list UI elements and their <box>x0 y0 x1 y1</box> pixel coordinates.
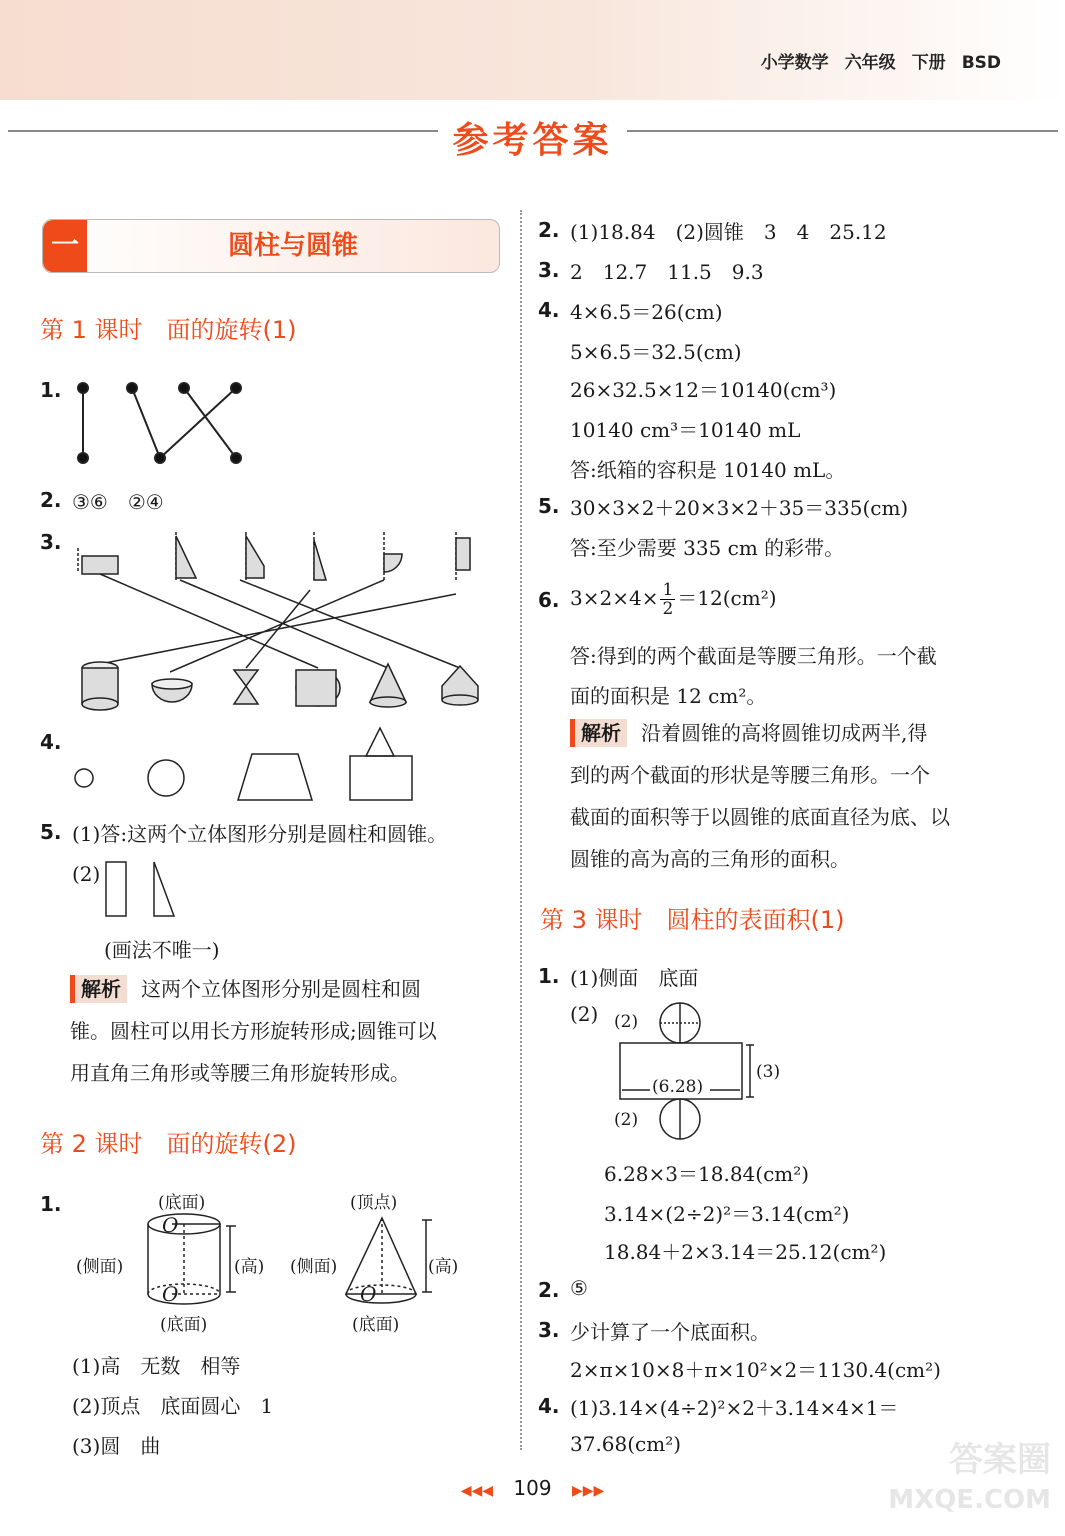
l2-q5-line1: 30×3×2＋20×3×2＋35＝335(cm) <box>570 496 909 520</box>
grade: 六年级 <box>844 53 896 73</box>
l2-q3-number: 3. <box>538 258 560 282</box>
l2-q1-a3: (3)圆 曲 <box>72 1434 161 1458</box>
l1-q4-number: 4. <box>40 730 62 754</box>
l1-q3-number: 3. <box>40 530 62 554</box>
l2-q1-number: 1. <box>40 1192 62 1216</box>
cyl-bottom-center: O <box>162 1282 179 1306</box>
cyl-height-label: (高) <box>234 1257 265 1277</box>
analysis-line: 用直角三角形或等腰三角形旋转形成。 <box>70 1061 410 1085</box>
l2-q4-number: 4. <box>538 298 560 322</box>
net-height: (3) <box>756 1062 781 1082</box>
next-arrows-icon: ▶▶▶ <box>571 1483 605 1499</box>
l3-q3-line1: 少计算了一个底面积。 <box>570 1320 770 1344</box>
l2-q6-line2: 答:得到的两个截面是等腰三角形。一个截 <box>570 644 937 668</box>
analysis-line: 锥。圆柱可以用长方形旋转形成;圆锥可以 <box>70 1019 437 1043</box>
analysis-tag: 解析 <box>70 975 127 1003</box>
cone-side-label: (侧面) <box>290 1257 338 1277</box>
l2-q2-number: 2. <box>538 218 560 242</box>
watermark-line: MXQE.COM <box>888 1485 1051 1515</box>
l3-q2-number: 2. <box>538 1278 560 1302</box>
l1-q1-number: 1. <box>40 378 62 402</box>
cyl-bottom-label: (底面) <box>160 1315 208 1335</box>
lesson-3-title: 第 3 课时 圆柱的表面积(1) <box>540 906 845 934</box>
page-title: 参考答案 <box>0 112 1065 163</box>
l3-q1-part1: (1)侧面 底面 <box>570 966 699 990</box>
page-number: 109 <box>513 1476 552 1500</box>
l1-q5-part1: (1)答:这两个立体图形分别是圆柱和圆锥。 <box>72 822 448 846</box>
l2-q4-line2: 5×6.5＝32.5(cm) <box>570 340 742 364</box>
l3-q2-answer: ⑤ <box>570 1276 588 1300</box>
net-top-diameter: (2) <box>614 1012 639 1032</box>
cyl-side-label: (侧面) <box>76 1257 124 1277</box>
l2-q4-line1: 4×6.5＝26(cm) <box>570 300 723 324</box>
prev-arrows-icon: ◀◀◀ <box>460 1483 494 1499</box>
edition: BSD <box>961 53 1001 73</box>
l2-q1-a2: (2)顶点 底面圆心 1 <box>72 1394 274 1418</box>
l2-q6-line3: 面的面积是 12 cm²。 <box>570 684 767 708</box>
cyl-top-center: O <box>162 1213 179 1237</box>
l1-q2-number: 2. <box>40 488 62 512</box>
fraction-denominator: 2 <box>662 599 674 619</box>
subject: 小学数学 <box>760 53 829 73</box>
l3-q1-line3: 18.84＋2×3.14＝25.12(cm²) <box>604 1240 887 1264</box>
analysis-line: 截面的面积等于以圆锥的底面直径为底、以 <box>570 805 950 829</box>
lesson-2-title: 第 2 课时 面的旋转(2) <box>40 1130 297 1158</box>
l1-q5-part2: (2) <box>72 862 101 886</box>
l2-q4-line5: 答:纸箱的容积是 10140 mL。 <box>570 458 846 482</box>
l2-q6-number: 6. <box>538 588 560 612</box>
cyl-top-label: (底面) <box>158 1193 206 1213</box>
fraction-numerator: 1 <box>662 580 674 600</box>
l2-q5-number: 5. <box>538 494 560 518</box>
cone-height-label: (高) <box>428 1257 459 1277</box>
net-bottom-diameter: (2) <box>614 1110 639 1130</box>
watermark <box>888 1440 1051 1520</box>
cone-bottom-center: O <box>360 1282 377 1306</box>
l3-q4-number: 4. <box>538 1394 560 1418</box>
analysis-line: 这两个立体图形分别是圆柱和圆 <box>141 977 421 1001</box>
net-width: (6.28) <box>652 1077 704 1097</box>
l2-q1-a1: (1)高 无数 相等 <box>72 1354 241 1378</box>
chapter-number: 一 <box>43 220 87 272</box>
analysis-tag: 解析 <box>570 719 627 747</box>
volume: 下册 <box>911 53 946 73</box>
l1-q5-note: (画法不唯一) <box>104 938 220 962</box>
l2-q4-line4: 10140 cm³＝10140 mL <box>570 418 801 442</box>
l1-q2-answer: ③⑥ ②④ <box>72 490 164 514</box>
cone-top-label: (顶点) <box>350 1193 398 1213</box>
l3-q1-line2: 3.14×(2÷2)²＝3.14(cm²) <box>604 1202 850 1226</box>
l3-q3-line2: 2×π×10×8＋π×10²×2＝1130.4(cm²) <box>570 1358 941 1382</box>
chapter-title: 圆柱与圆锥 <box>227 231 358 261</box>
l3-q1-line1: 6.28×3＝18.84(cm²) <box>604 1162 810 1186</box>
expr-part: ＝12(cm²) <box>677 586 777 610</box>
expr-part: 3×2×4× <box>570 586 659 610</box>
l3-q1-number: 1. <box>538 964 560 988</box>
l2-q3-answer: 2 12.7 11.5 9.3 <box>570 260 764 284</box>
l2-q2-answer: (1)18.84 (2)圆锥 3 4 25.12 <box>570 220 887 244</box>
l3-q3-number: 3. <box>538 1318 560 1342</box>
l2-q5-line2: 答:至少需要 335 cm 的彩带。 <box>570 536 845 560</box>
l1-q5-number: 5. <box>40 820 62 844</box>
l3-q1-part2: (2) <box>570 1002 599 1026</box>
l2-q4-line3: 26×32.5×12＝10140(cm³) <box>570 378 837 402</box>
l3-q4-line1: (1)3.14×(4÷2)²×2＋3.14×4×1＝ <box>570 1396 899 1420</box>
analysis-line: 到的两个截面的形状是等腰三角形。一个 <box>570 763 930 787</box>
cone-bottom-label: (底面) <box>352 1315 400 1335</box>
watermark-line: 答案圈 <box>949 1440 1051 1480</box>
analysis-line: 沿着圆锥的高将圆锥切成两半,得 <box>641 721 928 745</box>
lesson-1-title: 第 1 课时 面的旋转(1) <box>40 316 297 344</box>
l3-q4-line2: 37.68(cm²) <box>570 1432 682 1456</box>
analysis-line: 圆锥的高为高的三角形的面积。 <box>570 847 850 871</box>
